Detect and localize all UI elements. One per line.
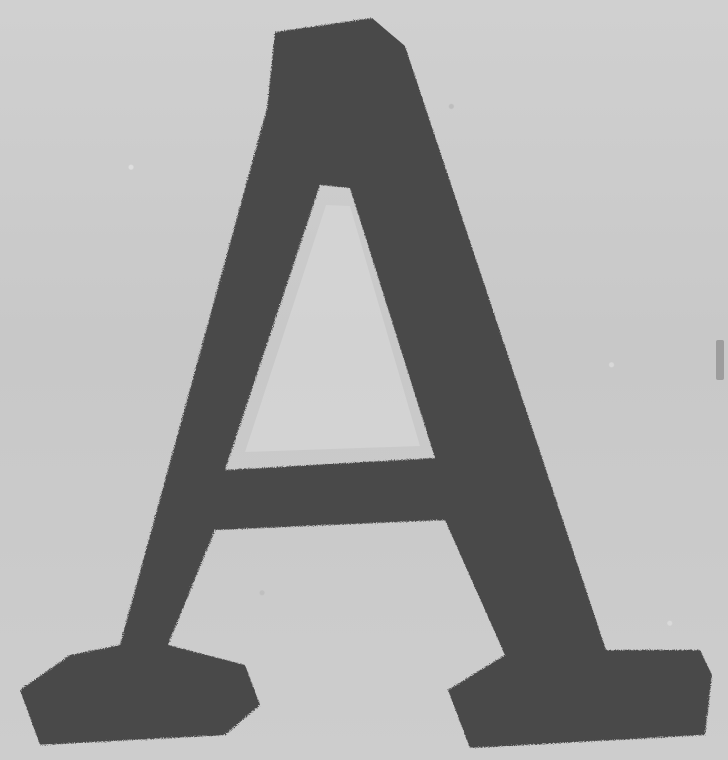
stray-ink-mark: [716, 340, 724, 380]
